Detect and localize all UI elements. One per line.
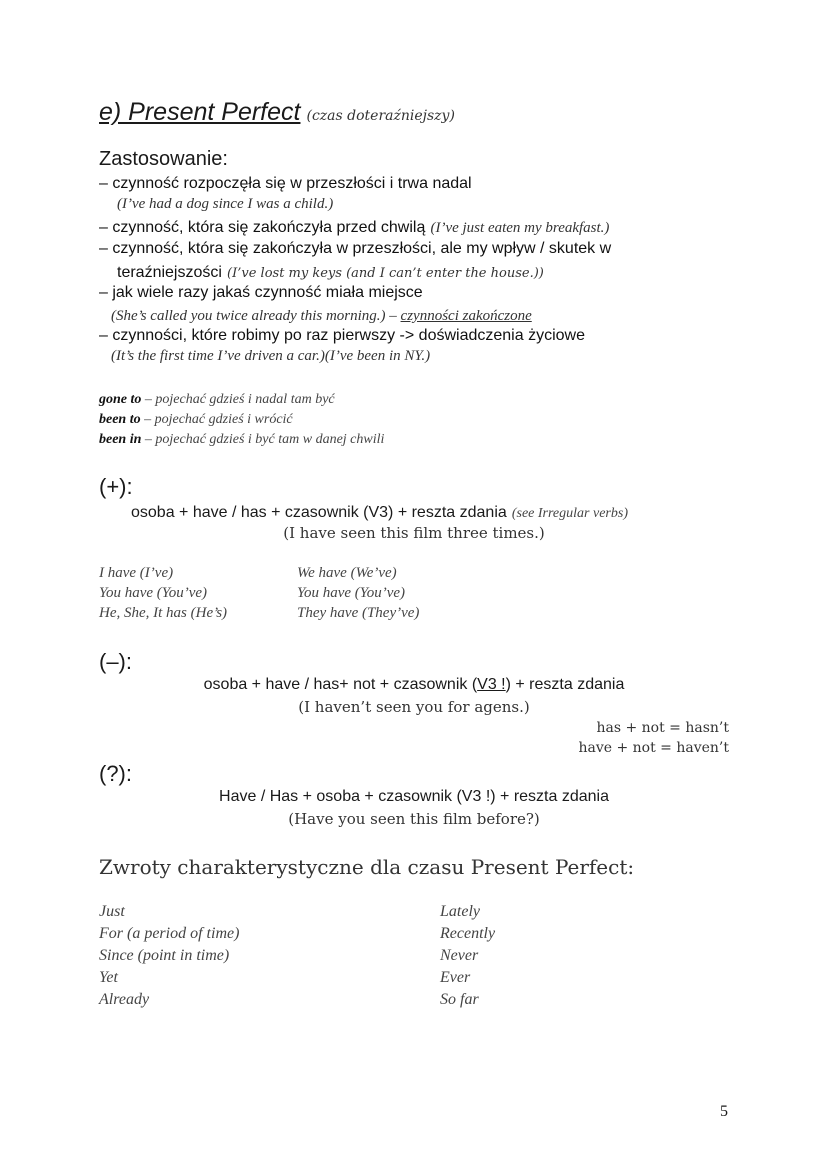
gone-to-term: gone to [99,392,142,407]
question-formula: Have / Has + osoba + czasownik (V3 !) + reszta zdania [219,788,609,805]
usage-bullet-1: – czynność rozpoczęła się w przeszłości i trwa nadal [99,175,472,192]
page-number: 5 [720,1103,728,1120]
question-example: (Have you seen this film before?) [288,810,540,828]
usage-example-1: (I’ve had a dog since I was a child.) [117,196,334,212]
pronoun-right-2: You have (You’ve) [297,585,406,601]
negative-note-hasnt: has + not = hasn’t [596,720,729,736]
positive-formula-note: (see Irregular verbs) [511,506,628,521]
title-text: e) Present Perfect [99,98,301,126]
phrase-left-2: For (a period of time) [99,925,240,942]
usage-example-3: (I’ve lost my keys (and I can’t enter the house.)) [227,266,544,281]
pronoun-right-3: They have (They’ve) [297,605,420,621]
pronoun-right-1: We have (We’ve) [297,565,397,581]
usage-bullet-4: – jak wiele razy jakaś czynność miała miejsce [99,284,423,301]
phrase-left-4: Yet [99,969,118,986]
been-in-term: been in [99,432,142,447]
phrase-right-4: Ever [440,969,471,986]
positive-formula-line [131,502,628,522]
been-to-line [99,412,293,428]
usage-example-4-note: czynności zakończone [400,308,532,324]
pronoun-left-2: You have (You’ve) [99,585,208,601]
negative-formula-pre: osoba + have / has+ not + czasownik ( [203,676,478,693]
usage-bullet-2-line [99,217,609,237]
negative-note-havent: have + not = haven’t [578,740,729,756]
negative-sign: (–): [99,649,132,674]
been-to-def: – pojechać gdzieś i wrócić [140,412,293,427]
pronoun-left-3: He, She, It has (He’s) [99,605,228,621]
positive-sign: (+): [99,474,133,499]
question-sign: (?): [99,761,132,786]
phrase-right-2: Recently [440,925,496,942]
phrase-left-3: Since (point in time) [99,947,230,964]
usage-example-5: (It’s the first time I’ve driven a car.)(I’ve been in NY.) [111,348,431,364]
been-in-def: – pojechać gdzieś i być tam w danej chwili [141,432,385,447]
positive-example: (I have seen this film three times.) [283,524,545,542]
been-in-line [99,432,384,448]
negative-formula-v3: V3 ! [477,676,506,693]
gone-to-line [99,392,335,408]
usage-bullet-3-cont-line [117,262,544,282]
negative-formula-line [0,676,828,694]
usage-bullet-5: – czynności, które robimy po raz pierwszy -> doświadczenia życiowe [99,327,585,344]
pronoun-left-1: I have (I’ve) [99,565,174,581]
usage-example-4-dash: – [385,308,401,324]
phrase-right-1: Lately [440,903,480,920]
usage-bullet-2: – czynność, która się zakończyła przed chwilą [99,219,426,236]
phrases-heading: Zwroty charakterystyczne dla czasu Present Perfect: [99,855,635,879]
positive-formula: osoba + have / has + czasownik (V3) + reszta zdania [131,504,507,521]
usage-bullet-4-example-line [111,305,532,325]
gone-to-def: – pojechać gdzieś i nadal tam być [141,392,335,407]
negative-formula-post: ) + reszta zdania [505,676,625,693]
been-to-term: been to [99,412,141,427]
negative-example: (I haven’t seen you for agens.) [298,698,530,716]
phrase-left-5: Already [99,991,150,1008]
title-subtitle: (czas doteraźniejszy) [306,108,455,124]
usage-example-4: (She’s called you twice already this morning.) [111,308,386,324]
usage-example-2: (I’ve just eaten my breakfast.) [430,220,610,236]
usage-bullet-3: – czynność, która się zakończyła w przeszłości, ale my wpływ / skutek w [99,240,612,257]
phrase-right-3: Never [440,947,479,964]
phrase-left-1: Just [99,903,125,920]
usage-bullet-3-cont: teraźniejszości [117,264,222,281]
phrase-right-5: So far [440,991,479,1008]
usage-heading: Zastosowanie: [99,148,228,170]
page-title [99,97,455,127]
